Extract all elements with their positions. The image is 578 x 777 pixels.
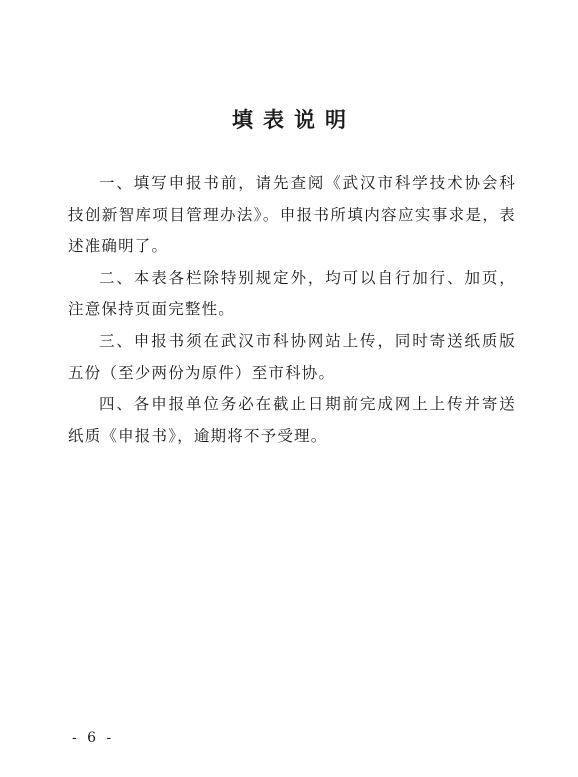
page-title: 填表说明 [232, 108, 356, 132]
instruction-paragraph-3: 三、申报书须在武汉市科协网站上传，同时寄送纸质版五份（至少两份为原件）至市科协。 [68, 331, 516, 382]
page-number: - 6 - [72, 730, 115, 746]
instructions-body [68, 168, 516, 452]
instruction-paragraph-2: 二、本表各栏除特别规定外，均可以自行加行、加页，注意保持页面完整性。 [68, 268, 516, 319]
instruction-paragraph-1: 一、填写申报书前，请先查阅《武汉市科学技术协会科技创新智库项目管理办法》。申报书所填内容应实事求是，表述准确明了。 [68, 174, 516, 256]
instruction-paragraph-4: 四、各申报单位务必在截止日期前完成网上上传并寄送纸质《申报书》，逾期将不予受理。 [68, 395, 516, 445]
